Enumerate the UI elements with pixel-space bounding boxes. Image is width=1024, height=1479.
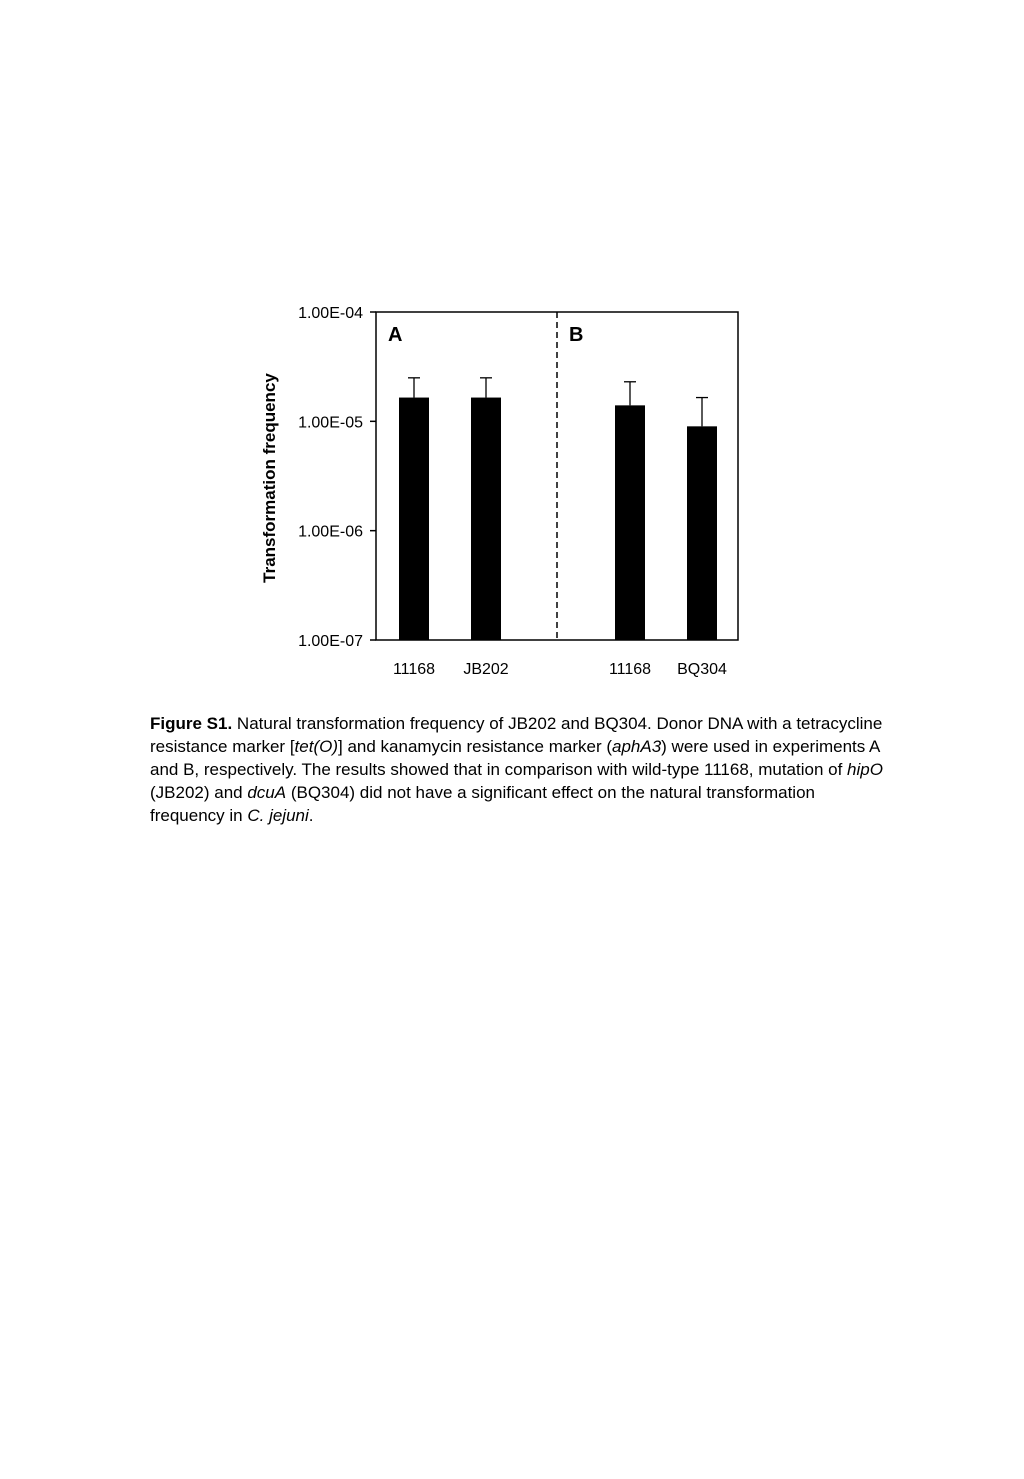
gene-name: aphA3 [612, 737, 662, 756]
y-axis [298, 305, 376, 650]
bar [615, 405, 645, 640]
y-tick-label: 1.00E-06 [298, 523, 363, 541]
x-category-label: JB202 [463, 661, 509, 678]
transformation-frequency-chart [0, 0, 1024, 700]
x-axis [393, 661, 727, 678]
y-tick-label: 1.00E-04 [298, 305, 363, 322]
caption-text: (JB202) and [150, 783, 248, 802]
caption-text: (BQ304) did not have a significant effect on the natural transformation frequency in [150, 783, 815, 825]
bar [399, 398, 429, 640]
gene-name: hipO [847, 760, 883, 779]
caption-text: ) were used in experiments A and B, respectively. The results showed that in comparison with wild-type 11168, mutation of [150, 737, 880, 779]
gene-name: dcuA [247, 783, 287, 802]
y-axis-title: Transformation frequency [260, 373, 279, 583]
caption-text: Natural transformation frequency of JB202 and BQ304. Donor DNA with a tetracycline resistance marker [ [150, 714, 883, 756]
y-tick-label: 1.00E-05 [298, 414, 363, 432]
y-tick-label: 1.00E-07 [298, 633, 363, 650]
figure-caption [150, 712, 890, 827]
bar [471, 398, 501, 640]
error-bars [408, 378, 708, 427]
caption-text: ] and kanamycin resistance marker ( [338, 737, 612, 756]
x-category-label: 11168 [608, 661, 652, 678]
x-category-label: BQ304 [677, 661, 727, 678]
caption-label: Figure S1. [150, 714, 233, 733]
bars [399, 398, 717, 640]
panel-label-b: B [569, 324, 584, 346]
panel-label-a: A [388, 324, 403, 346]
caption-text: . [308, 806, 314, 825]
bar [687, 426, 717, 640]
x-category-label: 11168 [392, 661, 436, 678]
species-name: C. jejuni [247, 806, 309, 825]
gene-name: tet(O) [294, 737, 338, 756]
